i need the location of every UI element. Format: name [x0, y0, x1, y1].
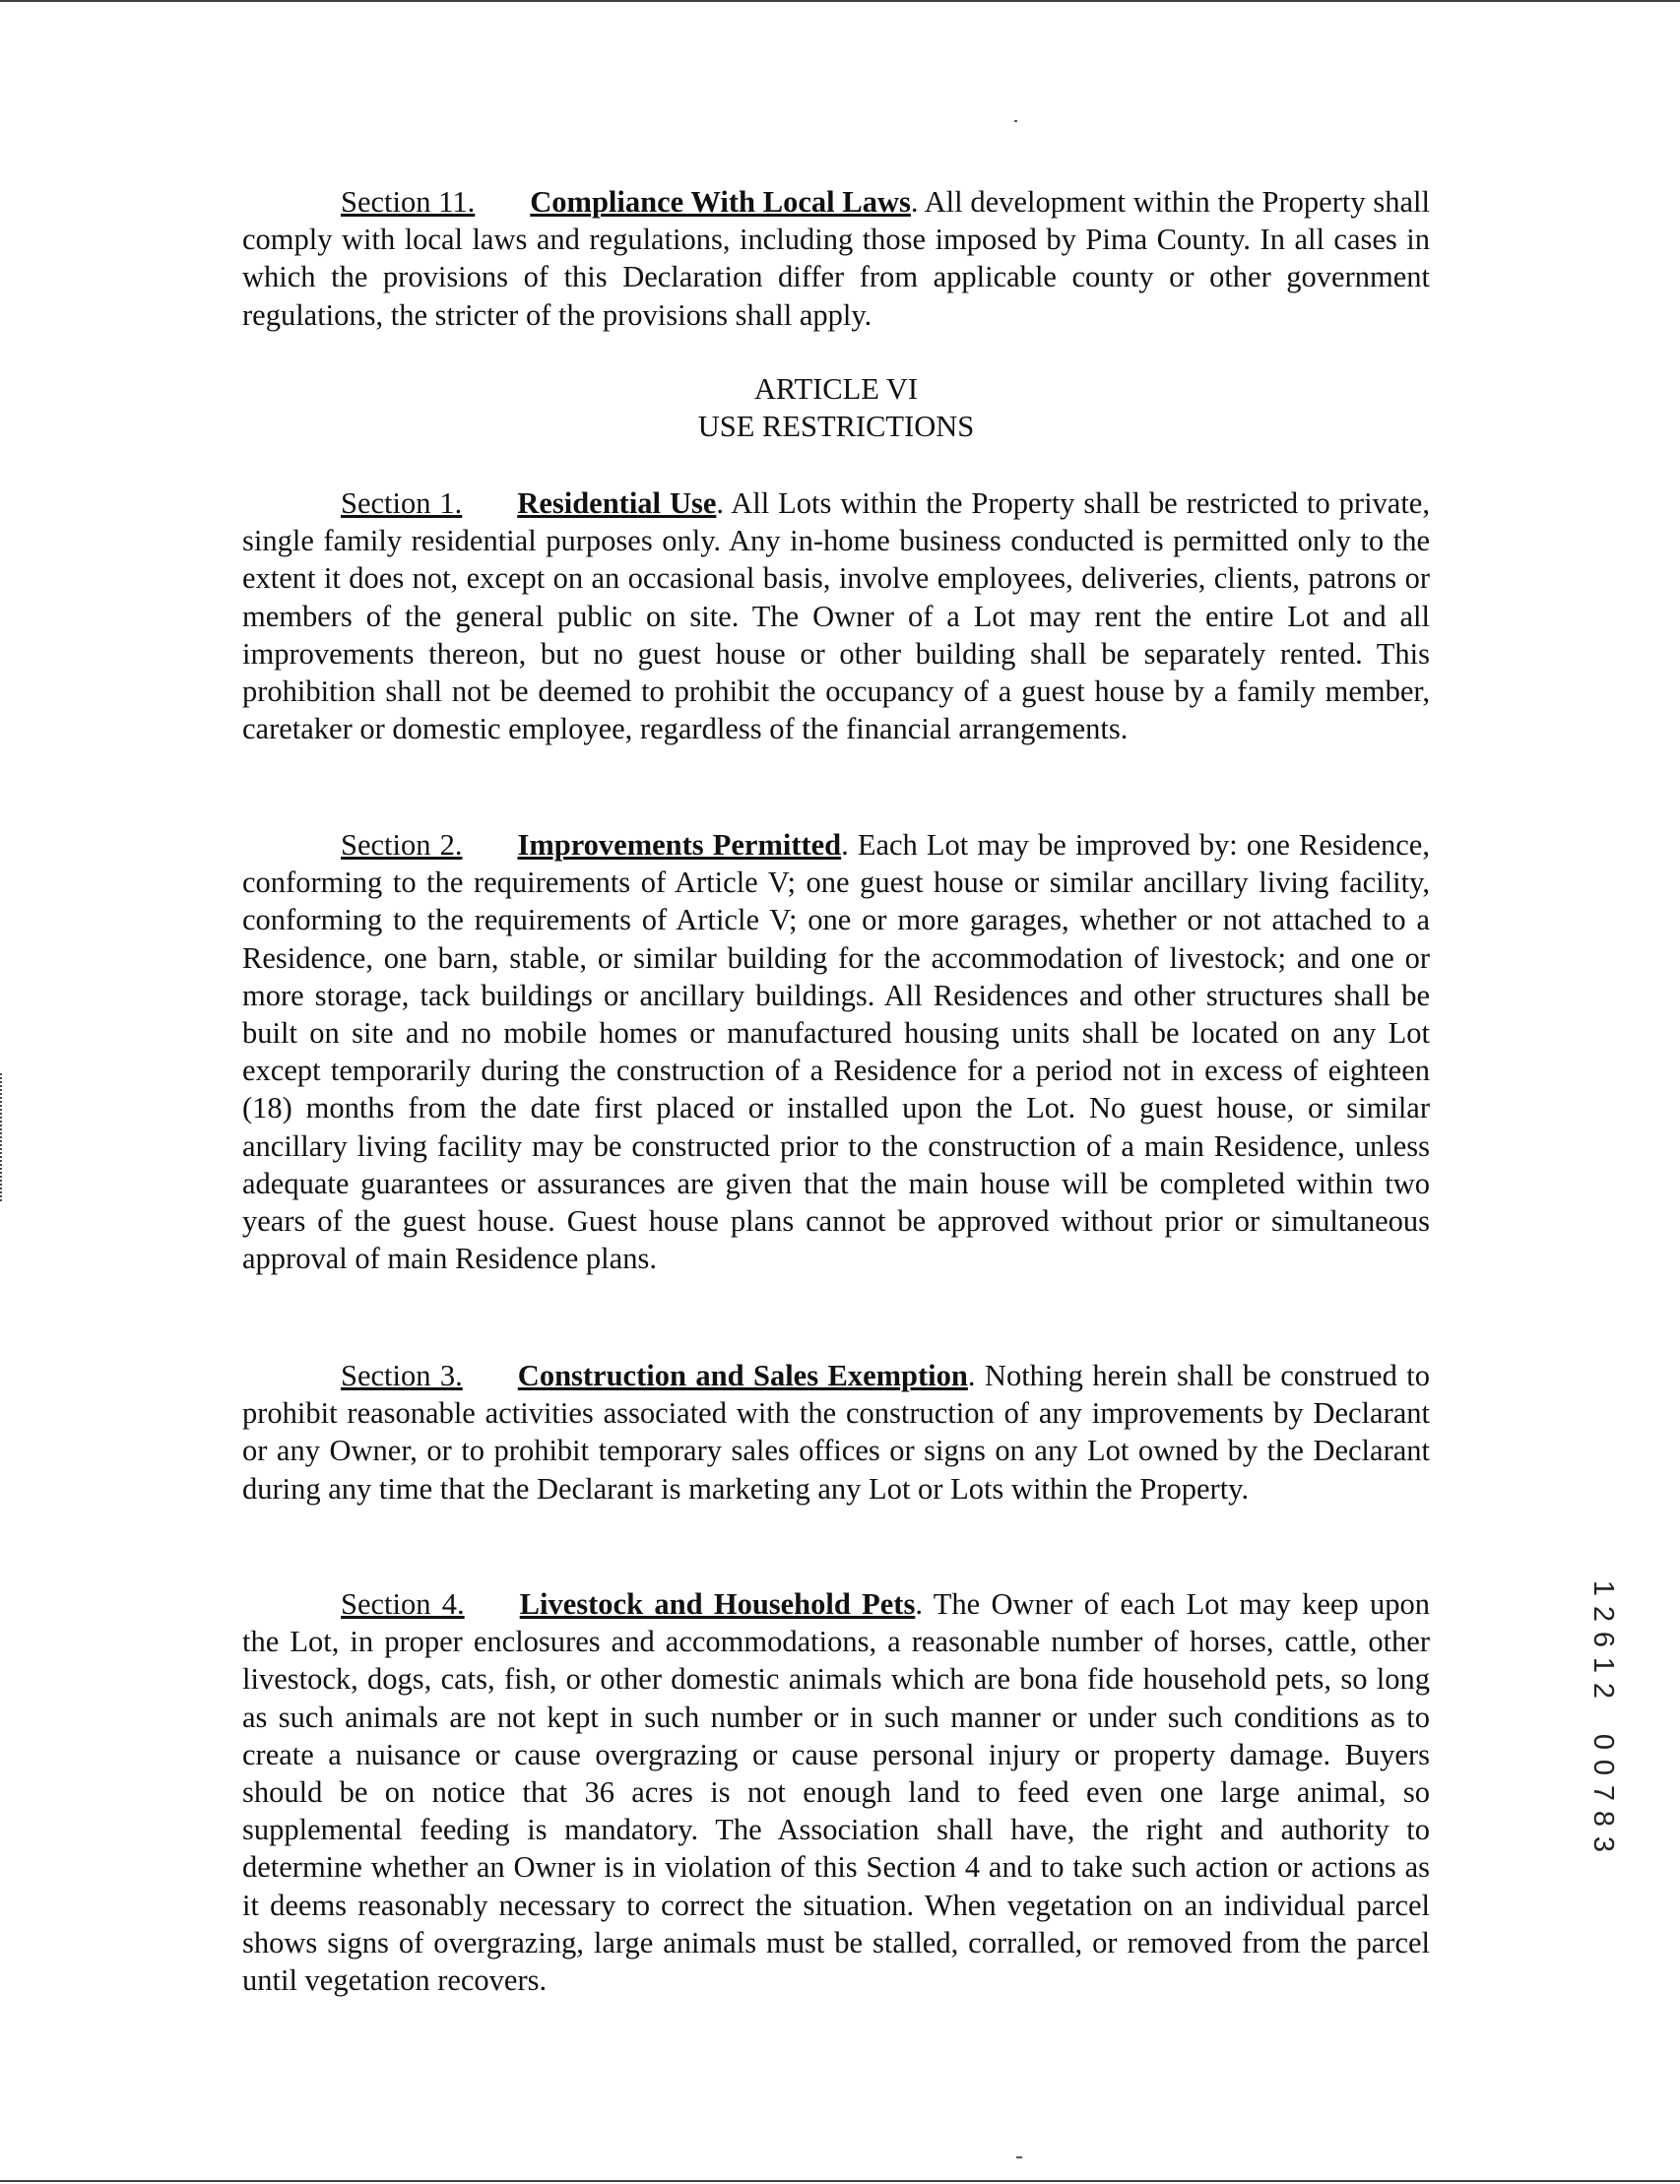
section-body: . Nothing herein shall be construed to prohibit reasonable activities associated with the construction of any improvements by Declarant or any Owner, or to prohibit temporary sales offices or signs on any Lot owned by the Declarant during any time that the Declarant is marketing any Lot or Lots within the Property.: [242, 1359, 1430, 1506]
section-heading: Residential Use: [517, 486, 717, 520]
stamp-digits-2: [1583, 1729, 1623, 1857]
stamp-digit: 6: [1587, 1631, 1619, 1648]
stamp-digit: 1: [1587, 1579, 1619, 1597]
scan-speck: [1016, 2156, 1022, 2158]
section-label: Section 4.: [341, 1587, 465, 1621]
scan-bottom-border: [0, 2180, 1680, 2182]
stamp-digit: 2: [1587, 1605, 1619, 1623]
stamp-digit: 8: [1587, 1810, 1619, 1828]
stamp-digit: 7: [1587, 1784, 1619, 1802]
section-heading: Livestock and Household Pets: [519, 1587, 916, 1621]
stamp-digit: 0: [1587, 1759, 1619, 1776]
section-body: . Each Lot may be improved by: one Residence, conforming to the requirements of Article V; one guest house or similar ancillary living facility, conforming to the requirements of Article V; one or more garages, whether or not attached to a Residence, one barn, stable, or similar building for the accommodation of livestock; and one or more storage, tack buildings or ancillary buildings. All Residences and other structures shall be built on site and no mobile homes or manufactured housing units shall be located on any Lot except temporarily during the construction of a Residence for a period not in excess of eighteen (18) months from the date first placed or installed upon the Lot. No guest house, or similar ancillary living facility may be constructed prior to the construction of a main Residence, unless adequate guarantees or assurances are given that the main house will be completed within two years of the guest house. Guest house plans cannot be approved without prior or simultaneous approval of main Residence plans.: [242, 828, 1430, 1276]
section-body: . All Lots within the Property shall be restricted to private, single family residential purposes only. Any in-home business conducted is permitted only to the extent it does not, except on an occasional basis, involve employees, deliveries, clients, patrons or members of the general public on site. The Owner of a Lot may rent the entire Lot and all improvements thereon, but no guest house or other building shall be separately rented. This prohibition shall not be deemed to prohibit the occupancy of a guest house by a family member, caretaker or domestic employee, regardless of the financial arrangements.: [242, 486, 1430, 746]
article-heading: [242, 370, 1430, 445]
scan-speck: [1014, 120, 1017, 122]
stamp-digit: 3: [1587, 1835, 1619, 1853]
section-4-paragraph: [242, 1585, 1430, 1999]
scan-top-border: [0, 0, 1680, 2]
stamp-digit: 2: [1587, 1682, 1619, 1700]
stamp-digits-1: [1583, 1575, 1623, 1703]
stamp-digit: 1: [1587, 1656, 1619, 1674]
section-heading: Compliance With Local Laws: [530, 185, 911, 219]
article-title: USE RESTRICTIONS: [697, 410, 975, 444]
article-number: ARTICLE VI: [753, 372, 919, 406]
section-label: Section 11.: [341, 185, 476, 219]
section-2-paragraph: [242, 826, 1430, 1277]
section-heading: Construction and Sales Exemption: [517, 1359, 968, 1392]
scan-left-edge-marks: [0, 1073, 2, 1201]
section-label: Section 3.: [341, 1359, 463, 1392]
recording-number-stamp: [1583, 1575, 1623, 1857]
section-3-paragraph: [242, 1357, 1430, 1508]
section-body: . The Owner of each Lot may keep upon the Lot, in proper enclosures and accommodations, a reasonable number of horses, cattle, other livestock, dogs, cats, fish, or other domestic animals which are bona fide household pets, so long as such animals are not kept in such number or in such manner or under such conditions as to create a nuisance or cause overgrazing or cause personal injury or property damage. Buyers should be on notice that 36 acres is not enough land to feed even one large animal, so supplemental feeding is mandatory. The Association shall have, the right and authority to determine whether an Owner is in violation of this Section 4 and to take such action or actions as it deems reasonably necessary to correct the situation. When vegetation on an individual parcel shows signs of overgrazing, large animals must be stalled, corralled, or removed from the parcel until vegetation recovers.: [242, 1587, 1430, 1998]
stamp-digit: 0: [1587, 1733, 1619, 1751]
section-label: Section 2.: [341, 828, 463, 862]
section-label: Section 1.: [341, 486, 463, 520]
section-body: . All development within the Property shall comply with local laws and regulations, including those imposed by Pima County. In all cases in which the provisions of this Declaration differ from applicable county or other government regulations, the stricter of the provisions shall apply.: [242, 185, 1430, 332]
section-heading: Improvements Permitted: [517, 828, 842, 862]
section-1-paragraph: [242, 484, 1430, 747]
section-11-paragraph: [242, 183, 1430, 334]
